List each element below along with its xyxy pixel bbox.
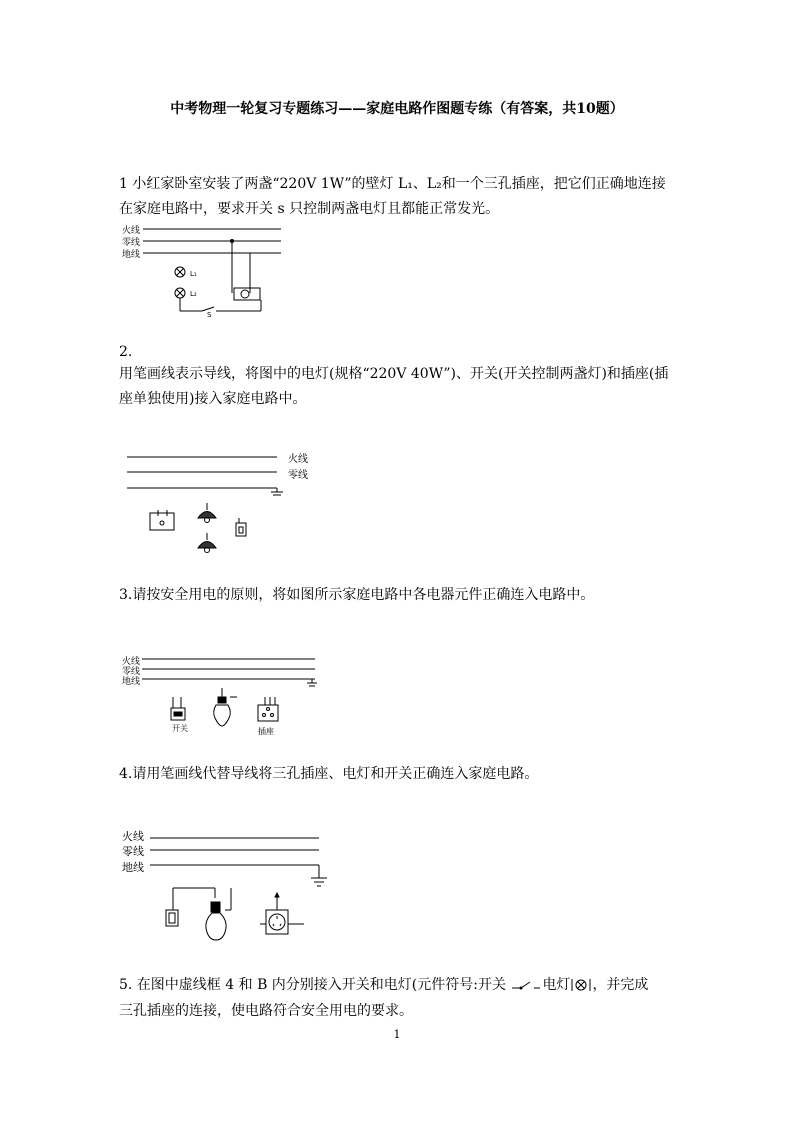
question-1-text: 1 小红家卧室安装了两盏“220V 1W”的壁灯 L₁、L₂和一个三孔插座，把它们正确地连接在家庭电路中，要求开关 s 只控制两盏电灯且都能正常发光。 [119, 176, 666, 217]
page-number: 1 [393, 1028, 401, 1041]
question-4-text: 4.请用笔画线代替导线将三孔插座、电灯和开关正确连入家庭电路。 [119, 766, 539, 782]
q1-live-label: 火线 [122, 226, 141, 236]
question-5-text-c: ，并完成 [592, 977, 649, 993]
q3-ground-label: 地线 [122, 677, 141, 687]
q1-lamp2-label: L₂ [190, 290, 197, 298]
q1-ground-label: 地线 [122, 250, 141, 260]
question-5-line1 [119, 973, 719, 998]
q3-live-label: 火线 [122, 657, 141, 667]
question-2-text: 用笔画线表示导线，将图中的电灯(规格“220V 40W”)、开关(开关控制两盏灯)和插座(插座单独使用)接入家庭电路中。 [119, 366, 669, 407]
q2-neutral-label: 零线 [288, 470, 308, 481]
question-2-number: 2. [119, 344, 133, 360]
q4-neutral-label: 零线 [122, 845, 144, 858]
q1-switch-label: S [207, 311, 212, 319]
q1-lamp1-label: L₁ [190, 270, 197, 278]
q4-live-label: 火线 [122, 830, 144, 843]
q1-neutral-label: 零线 [122, 238, 141, 248]
question-3-text: 3.请按安全用电的原则，将如图所示家庭电路中各电器元件正确连入电路中。 [119, 587, 595, 603]
page-title: 中考物理一轮复习专题练习——家庭电路作图题专练（有答案，共10题） [170, 101, 624, 117]
lamp-symbol-icon [570, 977, 592, 993]
switch-symbol-icon [510, 978, 542, 992]
question-5-text-b: 电灯 [542, 977, 571, 993]
q3-switch-label: 开关 [172, 724, 188, 733]
question-5-text-d: 三孔插座的连接，使电路符合安全用电的要求。 [119, 1003, 413, 1019]
q4-ground-label: 地线 [122, 861, 144, 874]
q2-live-label: 火线 [288, 454, 308, 465]
q3-neutral-label: 零线 [122, 667, 141, 677]
q3-socket-label: 插座 [258, 727, 274, 736]
question-5-text-a: 5. 在图中虚线框 4 和 B 内分别接入开关和电灯(元件符号:开关 [119, 977, 506, 993]
